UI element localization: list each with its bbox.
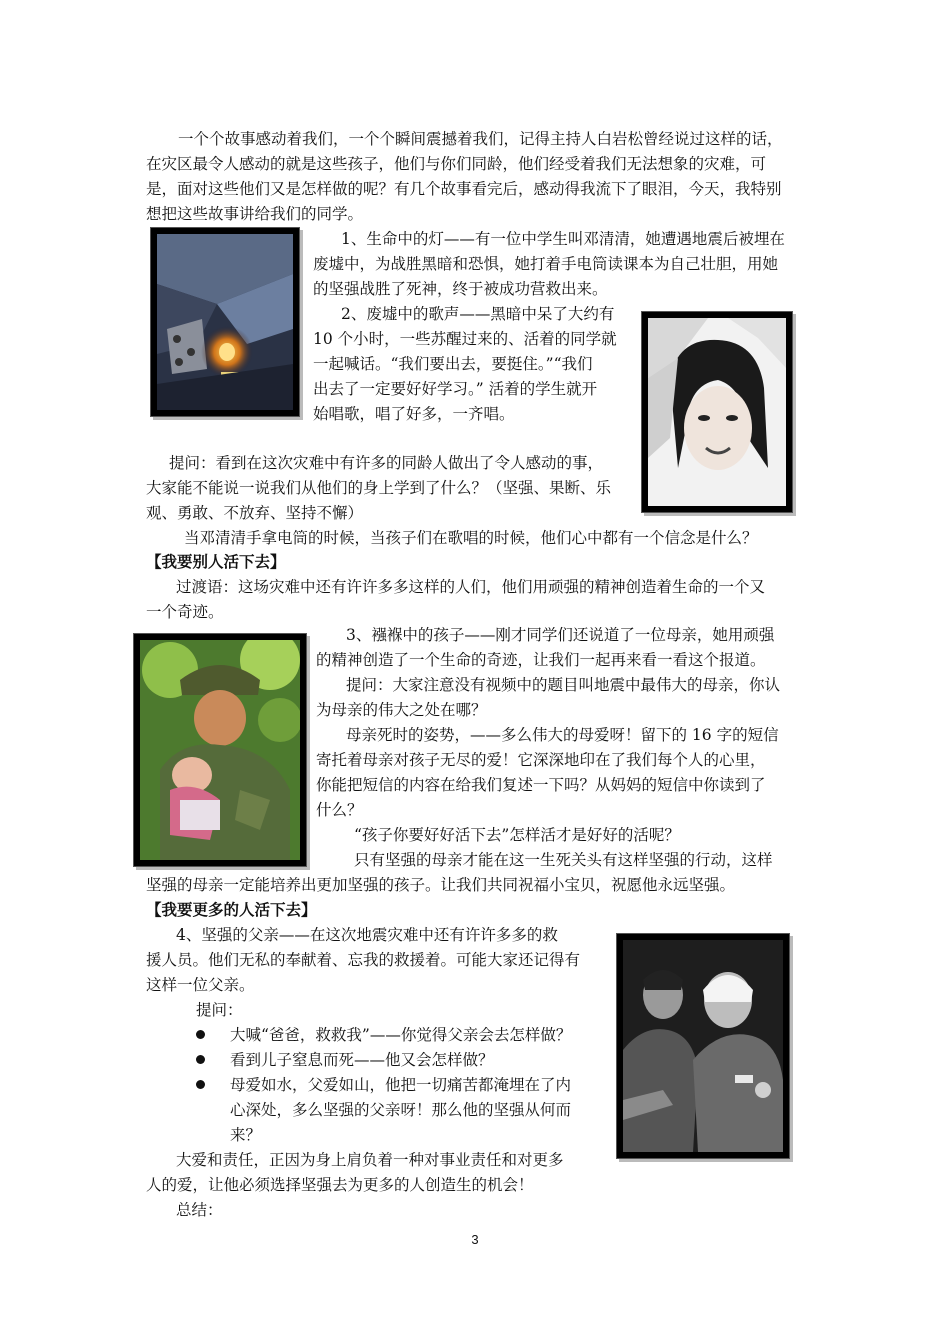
soldier-baby-image: [140, 640, 300, 860]
strong-mother-line: 坚强的母亲一定能培养出更加坚强的孩子。让我们共同祝福小宝贝，祝愿他永远坚强。: [146, 876, 736, 894]
love-line: 人的爱，让他必须选择坚强去为更多的人创造生的机会！: [146, 1176, 534, 1194]
question2-line: 为母亲的伟大之处在哪？: [316, 701, 487, 719]
mother-line: 什么？: [316, 801, 363, 819]
rubble-light-photo: [150, 227, 300, 417]
bullet-line: 大喊“爸爸，救救我”——你觉得父亲会去怎样做？: [230, 1026, 572, 1044]
intro-line: 是，面对这些他们又是怎样做的呢？有几个故事看完后，感动得我流下了眼泪，今天，我特别: [146, 180, 782, 198]
bullet-line: 来？: [230, 1126, 262, 1144]
story4-line: 这样一位父亲。: [146, 976, 255, 994]
girl-portrait-image: [648, 318, 786, 506]
bullet-dot: [196, 1055, 205, 1064]
story2-line: 始唱歌，唱了好多，一齐唱。: [313, 405, 515, 423]
bullet-line: 母爱如水，父爱如山，他把一切痛苦都淹埋在了内: [230, 1076, 572, 1094]
intro-line: 一个个故事感动着我们，一个个瞬间震撼着我们，记得主持人白岩松曾经说过这样的话，: [178, 130, 783, 148]
intro-line: 在灾区最令人感动的就是这些孩子，他们与你们同龄，他们经受着我们无法想象的灾难，可: [146, 155, 767, 173]
strong-mother-line: 只有坚强的母亲才能在这一生死关头有这样坚强的行动，这样: [354, 851, 773, 869]
live-well-question: “孩子你要好好活下去”怎样活才是好好的活呢？: [354, 826, 680, 844]
transition-line: 一个奇迹。: [146, 603, 224, 621]
story2-line: 10 个小时，一些苏醒过来的、活着的同学就: [313, 330, 617, 348]
story2-line: 出去了一定要好好学习。” 活着的学生就开: [313, 380, 598, 398]
story2-line: 一起喊话。“我们要出去，要挺住。”“我们: [313, 355, 593, 373]
section-heading: 【我要更多的人活下去】: [146, 901, 317, 919]
question2-line: 提问：大家注意没有视频中的题目叫地震中最伟大的母亲，你认: [346, 676, 781, 694]
rubble-light-image: [157, 234, 293, 410]
story3-line: 的精神创造了一个生命的奇迹，让我们一起再来看一看这个报道。: [316, 651, 766, 669]
mother-line: 你能把短信的内容在给我们复述一下吗？从妈妈的短信中你读到了: [316, 776, 766, 794]
rescuer-father-photo: [616, 933, 790, 1159]
bullet-line: 心深处，多么坚强的父亲呀！那么他的坚强从何而: [230, 1101, 572, 1119]
rescuer-father-image: [623, 940, 783, 1152]
story1-line: 的坚强战胜了死神，终于被成功营救出来。: [313, 280, 608, 298]
girl-portrait-photo: [641, 311, 793, 513]
section-heading: 【我要别人活下去】: [146, 553, 286, 571]
transition-line: 过渡语：这场灾难中还有许许多多这样的人们，他们用顽强的精神创造着生命的一个又: [176, 578, 766, 596]
story4-line: 援人员。他们无私的奉献着、忘我的救援着。可能大家还记得有: [146, 951, 581, 969]
bullet-dot: [196, 1030, 205, 1039]
story2-line: 2、废墟中的歌声——黑暗中呆了大约有: [341, 305, 615, 323]
bullet-dot: [196, 1080, 205, 1089]
story4-line: 4、坚强的父亲——在这次地震灾难中还有许许多多的救: [176, 926, 558, 944]
mother-line: 母亲死时的姿势，——多么伟大的母爱呀！留下的 16 字的短信: [346, 726, 779, 744]
intro-line: 想把这些故事讲给我们的同学。: [146, 205, 364, 223]
question1-line: 大家能不能说一说我们从他们的身上学到了什么？（坚强、果断、乐: [146, 479, 612, 497]
question3-label: 提问：: [196, 1001, 243, 1019]
belief-question: 当邓清清手拿电筒的时候，当孩子们在歌唱的时候，他们心中都有一个信念是什么？: [184, 529, 758, 547]
story3-line: 3、襁褓中的孩子——刚才同学们还说道了一位母亲，她用顽强: [346, 626, 775, 644]
love-line: 大爱和责任，正因为身上肩负着一种对事业责任和对更多: [176, 1151, 564, 1169]
summary-label: 总结：: [176, 1201, 223, 1219]
question1-line: 提问：看到在这次灾难中有许多的同龄人做出了令人感动的事，: [169, 454, 604, 472]
page-number: 3: [471, 1232, 479, 1247]
story1-line: 废墟中，为战胜黑暗和恐惧，她打着手电筒读课本为自己壮胆，用她: [313, 255, 779, 273]
mother-line: 寄托着母亲对孩子无尽的爱！它深深地印在了我们每个人的心里，: [316, 751, 766, 769]
bullet-line: 看到儿子窒息而死——他又会怎样做？: [230, 1051, 494, 1069]
question1-line: 观、勇敢、不放弃、坚持不懈）: [146, 504, 364, 522]
soldier-baby-photo: [133, 633, 307, 867]
story1-line: 1、生命中的灯——有一位中学生叫邓清清，她遭遇地震后被埋在: [341, 230, 785, 248]
